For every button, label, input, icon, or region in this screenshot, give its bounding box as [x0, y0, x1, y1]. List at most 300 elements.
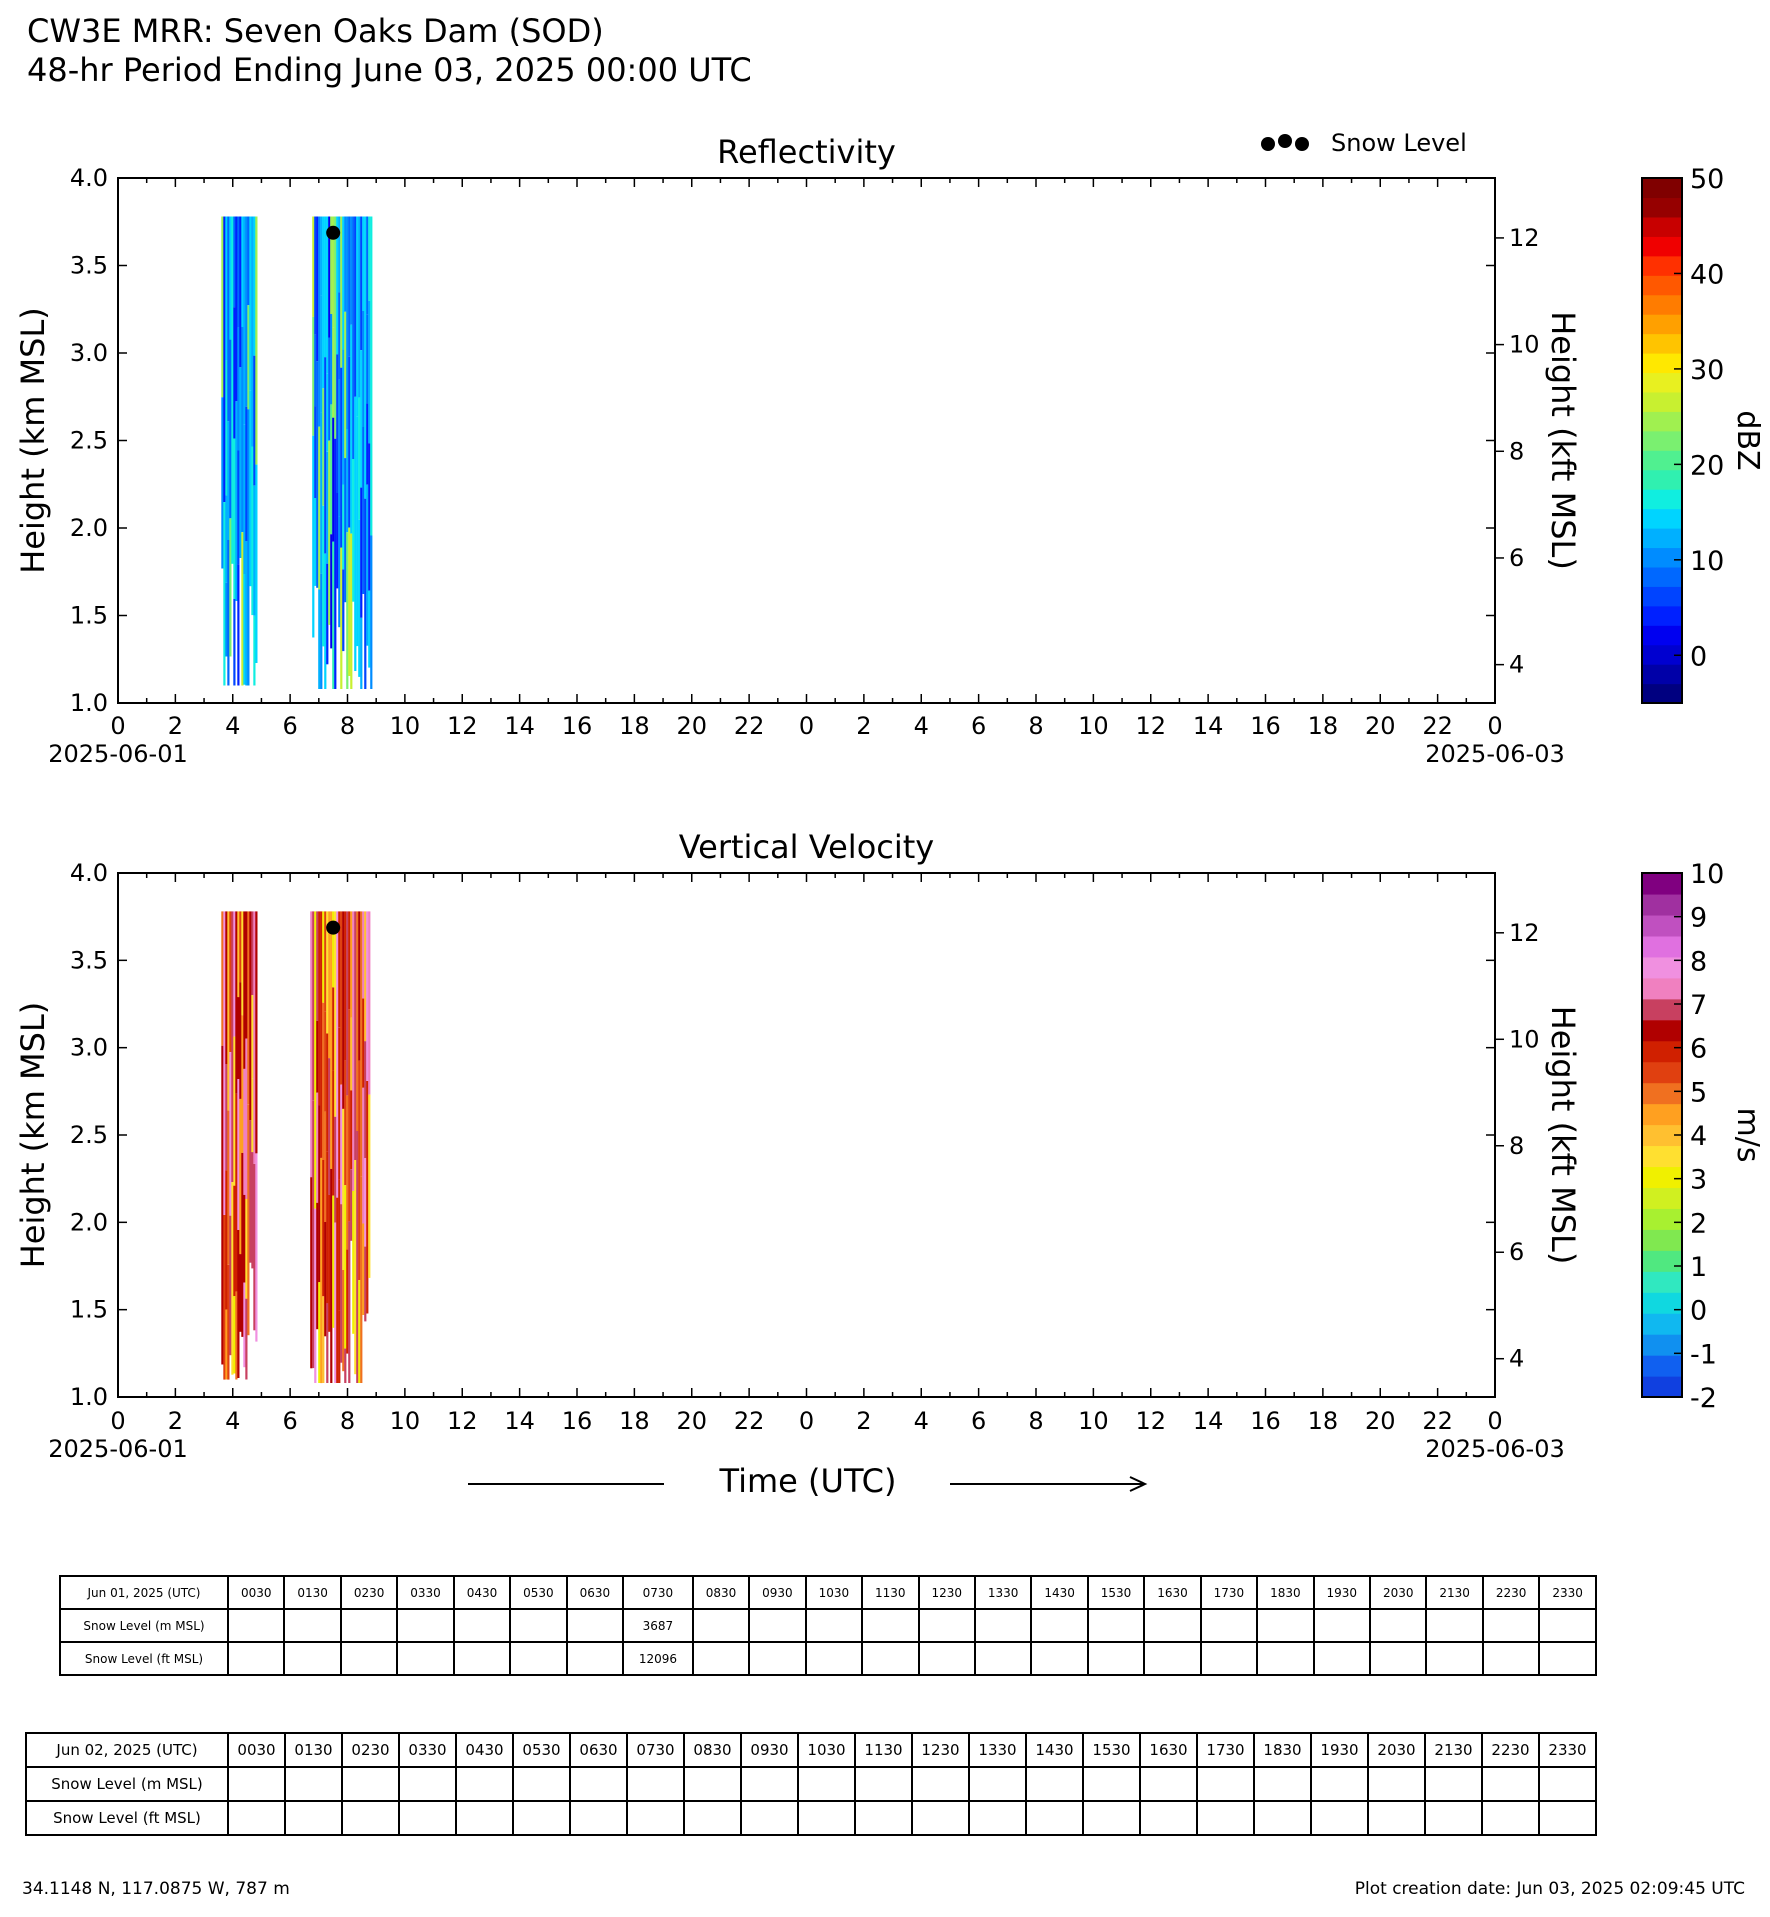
colorbar-tick-label: -2: [1690, 1383, 1717, 1414]
colorbar-swatch: [1642, 664, 1682, 684]
table-cell: [1368, 1767, 1425, 1801]
radar-streak: [245, 541, 247, 685]
radar-streak: [225, 495, 227, 583]
colorbar-tick-label: 4: [1690, 1121, 1708, 1152]
table-cell: [1426, 1642, 1482, 1675]
table-row: [26, 1767, 1596, 1801]
y-right-tick-label: 6: [1509, 543, 1525, 572]
radar-streak: [362, 1088, 364, 1224]
y-tick-label: 3.0: [69, 339, 108, 367]
colorbar-swatch: [1642, 567, 1682, 587]
radar-streak: [328, 1058, 330, 1195]
radar-streak: [229, 1216, 231, 1356]
table-cell: [1539, 1801, 1596, 1835]
y-tick-label: 3.0: [69, 1033, 108, 1062]
title-line-2: 48-hr Period Ending June 03, 2025 00:00 UTC: [27, 51, 752, 89]
radar-streak: [253, 616, 255, 686]
radar-streak: [227, 1111, 229, 1265]
colorbar-tick-label: 5: [1690, 1077, 1708, 1109]
table-time-header: 1330: [969, 1733, 1026, 1767]
table-time-header: 1530: [1083, 1733, 1140, 1767]
radar-streak: [326, 374, 328, 452]
x-tick-label: 6: [970, 1407, 987, 1435]
table-time-header: 1030: [806, 1576, 862, 1609]
radar-streak: [223, 911, 225, 1215]
radar-streak: [332, 328, 334, 418]
x-tick-label: 0: [798, 712, 815, 740]
snow-level-point: [326, 921, 340, 935]
colorbar-swatch: [1642, 547, 1682, 567]
radar-streak: [245, 1039, 247, 1200]
radar-streak: [360, 1176, 362, 1383]
legend-marker: [1295, 137, 1309, 151]
x-tick-label: 0: [1487, 712, 1503, 740]
radar-streak: [344, 1185, 346, 1348]
x-tick-label: 8: [1028, 712, 1044, 740]
radar-streak: [344, 1349, 346, 1383]
colorbar-swatch: [1642, 1355, 1682, 1377]
radar-streak: [332, 418, 334, 542]
y-tick-label: 2.5: [69, 426, 108, 455]
radar-streak: [350, 1018, 352, 1091]
radar-streak: [320, 574, 322, 689]
table-time-header: 0430: [454, 1576, 510, 1609]
radar-streak: [322, 911, 324, 1002]
table-time-header: 2230: [1482, 1733, 1539, 1767]
table-time-header: 0030: [228, 1576, 284, 1609]
colorbar-swatch: [1642, 1145, 1682, 1167]
radar-streak: [368, 1095, 370, 1278]
radar-streak: [322, 1003, 324, 1160]
y-right-tick-label: 8: [1509, 1131, 1525, 1160]
table-cell: [741, 1767, 798, 1801]
radar-streak: [334, 217, 336, 439]
table-cell: [570, 1801, 627, 1835]
radar-streak: [225, 1170, 227, 1309]
radar-streak: [322, 388, 324, 505]
colorbar-swatch: [1642, 1104, 1682, 1126]
radar-streak: [368, 591, 370, 668]
table-time-header: 0930: [749, 1576, 805, 1609]
table-time-header: 0330: [399, 1733, 456, 1767]
radar-streak: [243, 1069, 245, 1195]
radar-streak: [253, 486, 255, 616]
table-time-header: 0530: [513, 1733, 570, 1767]
colorbar-swatch: [1642, 1250, 1682, 1272]
table-cell: [456, 1767, 513, 1801]
radar-streak: [312, 436, 314, 638]
table-cell: [285, 1767, 342, 1801]
radar-streak: [251, 1152, 253, 1268]
radar-streak: [239, 367, 241, 558]
radar-streak: [314, 335, 316, 406]
table-time-header: 2030: [1370, 1576, 1426, 1609]
radar-streak: [231, 1182, 233, 1375]
table-cell: [862, 1609, 918, 1642]
table-cell: [513, 1801, 570, 1835]
x-tick-label: 10: [1078, 712, 1109, 740]
radar-streak: [223, 217, 225, 503]
table-cell: [684, 1767, 741, 1801]
colorbar-swatch: [1642, 936, 1682, 958]
radar-streak: [324, 911, 326, 1011]
radar-streak: [316, 911, 318, 1021]
x-axis-label: Time (UTC): [719, 1462, 897, 1500]
radar-streak: [342, 569, 344, 651]
radar-streak: [320, 1158, 322, 1383]
radar-streak: [342, 349, 344, 484]
x-tick-label: 2: [856, 1407, 872, 1435]
colorbar-swatch: [1642, 1313, 1682, 1335]
x-tick-label: 20: [676, 1407, 708, 1435]
colorbar-swatch: [1642, 606, 1682, 626]
radar-streak: [316, 1021, 318, 1093]
radar-streak: [368, 443, 370, 590]
y-axis-right-label: Height (kft MSL): [1544, 1005, 1582, 1265]
table-row-label: Snow Level (ft MSL): [60, 1642, 228, 1675]
table-cell: [1201, 1642, 1257, 1675]
colorbar-swatch: [1642, 1229, 1682, 1251]
table-cell: [1026, 1801, 1083, 1835]
y-right-tick-label: 12: [1509, 918, 1540, 947]
radar-streak: [237, 217, 239, 328]
x-tick-label: 10: [389, 712, 421, 740]
x-tick-label: 16: [1250, 712, 1281, 740]
radar-streak: [344, 312, 346, 458]
radar-streak: [255, 1153, 257, 1341]
radar-streak: [348, 217, 350, 357]
table-time-header: 1730: [1197, 1733, 1254, 1767]
x-tick-label: 14: [1192, 712, 1224, 740]
table-cell: [919, 1642, 975, 1675]
radar-streak: [360, 217, 362, 351]
radar-streak: [360, 618, 362, 689]
y-right-tick-label: 4: [1509, 650, 1525, 679]
table-cell: [397, 1642, 453, 1675]
radar-streak: [332, 542, 334, 689]
radar-streak: [233, 217, 235, 308]
table-time-header: 1230: [919, 1576, 975, 1609]
radar-streak: [362, 427, 364, 594]
radar-streak: [251, 995, 253, 1078]
table-row-label: Snow Level (m MSL): [60, 1609, 228, 1642]
table-cell: [912, 1801, 969, 1835]
snow-level-table-jun02: [25, 1732, 1597, 1836]
radar-streak: [368, 217, 370, 301]
radar-streak: [364, 499, 366, 689]
table-time-header: 2230: [1483, 1576, 1539, 1609]
radar-streak: [366, 485, 368, 646]
table-cell: [1031, 1609, 1087, 1642]
table-cell: [341, 1609, 397, 1642]
radar-streak: [344, 1060, 346, 1185]
radar-streak: [346, 1250, 348, 1354]
radar-streak: [227, 421, 229, 540]
colorbar-tick-label: 3: [1690, 1164, 1708, 1196]
colorbar-swatch: [1642, 470, 1682, 490]
radar-streak: [310, 1177, 312, 1368]
radar-streak: [346, 217, 348, 430]
radar-streak: [223, 1215, 225, 1380]
colorbar-swatch: [1642, 625, 1682, 645]
radar-streak: [340, 368, 342, 548]
radar-streak: [251, 1078, 253, 1152]
table-cell: [513, 1767, 570, 1801]
colorbar-swatch: [1642, 392, 1682, 412]
table-cell: [1144, 1642, 1200, 1675]
radar-streak: [243, 574, 245, 685]
table-cell: [749, 1609, 805, 1642]
chart-panel-1: [14, 133, 1765, 768]
radar-streak: [247, 217, 249, 306]
table-cell: [749, 1642, 805, 1675]
radar-streak: [312, 911, 314, 1100]
radar-streak: [338, 1027, 340, 1180]
radar-streak: [233, 439, 235, 599]
radar-streak: [237, 1079, 239, 1230]
radar-streak: [350, 911, 352, 1017]
colorbar-tick-label: 1: [1690, 1252, 1708, 1283]
colorbar-swatch: [1642, 1187, 1682, 1209]
radar-streak: [364, 217, 366, 499]
radar-streak: [233, 1037, 235, 1186]
radar-streak: [239, 982, 241, 1099]
radar-streak: [314, 217, 316, 335]
radar-streak: [251, 217, 253, 447]
table-cell: 12096: [623, 1642, 693, 1675]
y-right-tick-label: 6: [1509, 1238, 1525, 1267]
radar-streak: [255, 465, 257, 663]
table-cell: [1088, 1609, 1144, 1642]
radar-streak: [229, 217, 231, 340]
table-cell: [1370, 1642, 1426, 1675]
table-cell: [1370, 1609, 1426, 1642]
y-right-tick-label: 4: [1509, 1344, 1525, 1373]
start-date-label: 2025-06-01: [48, 1435, 188, 1463]
colorbar-swatch: [1642, 1020, 1682, 1042]
x-tick-label: 20: [676, 712, 708, 740]
radar-streak: [229, 340, 231, 519]
table-time-header: 2130: [1425, 1733, 1482, 1767]
table-time-header: 0830: [684, 1733, 741, 1767]
table-cell: [456, 1801, 513, 1835]
radar-streak: [350, 325, 352, 534]
radar-streak: [362, 217, 364, 312]
x-tick-label: 4: [913, 1407, 929, 1435]
table-cell: [798, 1767, 855, 1801]
radar-streak: [332, 987, 334, 1070]
radar-streak: [221, 1046, 223, 1234]
radar-streak: [326, 217, 328, 374]
table-cell: [228, 1801, 285, 1835]
x-tick-label: 18: [619, 712, 650, 740]
radar-streak: [247, 409, 249, 573]
colorbar-swatch: [1642, 509, 1682, 529]
table-time-header: 0830: [693, 1576, 749, 1609]
table-cell: [806, 1642, 862, 1675]
colorbar-swatch: [1642, 275, 1682, 295]
x-tick-label: 4: [225, 1407, 241, 1435]
radar-streak: [350, 534, 352, 689]
radar-streak: [239, 1254, 241, 1332]
radar-streak: [316, 1203, 318, 1329]
colorbar-swatch: [1642, 334, 1682, 354]
x-tick-label: 18: [619, 1407, 650, 1435]
radar-streak: [366, 1081, 368, 1314]
radar-streak: [352, 911, 354, 1191]
radar-streak: [312, 317, 314, 436]
table-header-row: [60, 1576, 1596, 1609]
radar-streak: [356, 217, 358, 417]
table-cell: [1254, 1801, 1311, 1835]
radar-streak: [314, 406, 316, 498]
x-tick-label: 20: [1364, 1407, 1396, 1435]
colorbar-swatch: [1642, 236, 1682, 256]
table-cell: [1254, 1767, 1311, 1801]
radar-streak: [221, 1234, 223, 1365]
radar-streak: [316, 217, 318, 362]
radar-streak: [225, 911, 227, 1064]
colorbar-tick-label: 10: [1690, 545, 1725, 577]
colorbar-swatch: [1642, 1334, 1682, 1356]
radar-streak: [328, 338, 330, 441]
table-time-header: 0230: [342, 1733, 399, 1767]
x-tick-label: 8: [1028, 1407, 1044, 1435]
radar-streak: [245, 217, 247, 407]
radar-streak: [235, 1292, 237, 1380]
x-tick-label: 0: [1487, 1407, 1503, 1435]
radar-streak: [229, 911, 231, 1052]
y-right-tick-label: 12: [1509, 223, 1540, 252]
table-cell: [342, 1767, 399, 1801]
snow-level-point: [326, 226, 340, 240]
x-tick-label: 10: [389, 1407, 421, 1435]
colorbar-tick-label: 10: [1690, 859, 1725, 890]
radar-streak: [336, 354, 338, 493]
radar-streak: [330, 314, 332, 404]
colorbar-swatch: [1642, 295, 1682, 315]
radar-streak: [247, 573, 249, 686]
radar-streak: [340, 1204, 342, 1363]
radar-streak: [338, 380, 340, 517]
y-tick-label: 2.0: [69, 1208, 108, 1237]
end-date-label: 2025-06-03: [1425, 740, 1565, 768]
radar-streak: [360, 350, 362, 488]
radar-streak: [366, 911, 368, 1081]
colorbar-swatch: [1642, 197, 1682, 217]
colorbar-swatch: [1642, 1208, 1682, 1230]
colorbar-label: m/s: [1730, 1107, 1765, 1163]
radar-streak: [364, 911, 366, 1041]
colorbar-swatch: [1642, 873, 1682, 895]
table-cell: [1368, 1801, 1425, 1835]
y-right-tick-label: 10: [1509, 330, 1540, 359]
colorbar-tick-label: 6: [1690, 1033, 1708, 1065]
x-tick-label: 12: [446, 1407, 478, 1435]
x-tick-label: 0: [110, 1407, 126, 1435]
radar-streak: [249, 391, 251, 586]
radar-streak: [235, 217, 237, 402]
table-cell: [1083, 1801, 1140, 1835]
radar-streak: [318, 589, 320, 689]
radar-streak: [233, 1296, 235, 1373]
radar-streak: [342, 217, 344, 350]
panel-title: Vertical Velocity: [678, 828, 935, 866]
radar-streak: [316, 1093, 318, 1203]
radar-streak: [368, 301, 370, 444]
table-time-header: 2030: [1368, 1733, 1425, 1767]
radar-streak: [229, 1052, 231, 1216]
x-tick-label: 2: [167, 712, 184, 740]
radar-streak: [231, 1029, 233, 1183]
radar-streak: [243, 217, 245, 425]
table-cell: [1257, 1642, 1313, 1675]
radar-streak: [332, 1071, 334, 1196]
x-tick-label: 8: [339, 1407, 356, 1435]
colorbar-swatch: [1642, 489, 1682, 509]
radar-streak: [229, 518, 231, 656]
x-tick-label: 22: [1422, 1407, 1453, 1435]
radar-streak: [316, 361, 318, 588]
radar-streak: [318, 427, 320, 590]
table-time-header: 0630: [570, 1733, 627, 1767]
x-tick-label: 4: [225, 712, 241, 740]
radar-streak: [241, 327, 243, 532]
radar-streak: [235, 401, 237, 601]
colorbar-tick-label: -1: [1690, 1339, 1717, 1371]
x-tick-label: 22: [733, 1407, 765, 1435]
x-tick-label: 12: [1135, 712, 1167, 740]
y-tick-label: 2.5: [69, 1121, 108, 1149]
table-row: [60, 1609, 1596, 1642]
radar-streak: [324, 554, 326, 689]
radar-streak: [338, 516, 340, 627]
radar-streak: [241, 217, 243, 328]
x-tick-label: 2: [167, 1407, 184, 1435]
table-cell: [454, 1642, 510, 1675]
x-tick-label: 22: [733, 712, 765, 740]
colorbar-swatch: [1642, 314, 1682, 334]
radar-streak: [310, 911, 312, 1177]
colorbar-swatch: [1642, 978, 1682, 1000]
table-cell: [510, 1609, 566, 1642]
radar-streak: [334, 1223, 336, 1383]
table-cell: [1201, 1609, 1257, 1642]
colorbar-tick-label: 50: [1690, 164, 1725, 195]
table-time-header: 0730: [623, 1576, 693, 1609]
radar-streak: [239, 1099, 241, 1254]
radar-streak: [364, 1247, 366, 1322]
radar-streak: [247, 1105, 249, 1335]
radar-streak: [358, 911, 360, 1060]
x-tick-label: 8: [339, 712, 356, 740]
colorbar-swatch: [1642, 894, 1682, 916]
table-row: [26, 1801, 1596, 1835]
radar-streak: [326, 1034, 328, 1152]
colorbar-swatch: [1642, 684, 1682, 704]
table-cell: [1482, 1801, 1539, 1835]
radar-streak: [249, 1120, 251, 1262]
table-cell: [693, 1609, 749, 1642]
radar-streak: [330, 911, 332, 1169]
radar-streak: [312, 217, 314, 317]
x-tick-label: 18: [1307, 1407, 1339, 1435]
table-cell: [627, 1801, 684, 1835]
x-tick-label: 12: [446, 712, 478, 740]
radar-streak: [312, 1101, 314, 1368]
y-right-tick-label: 8: [1509, 437, 1525, 466]
radar-streak: [340, 548, 342, 689]
